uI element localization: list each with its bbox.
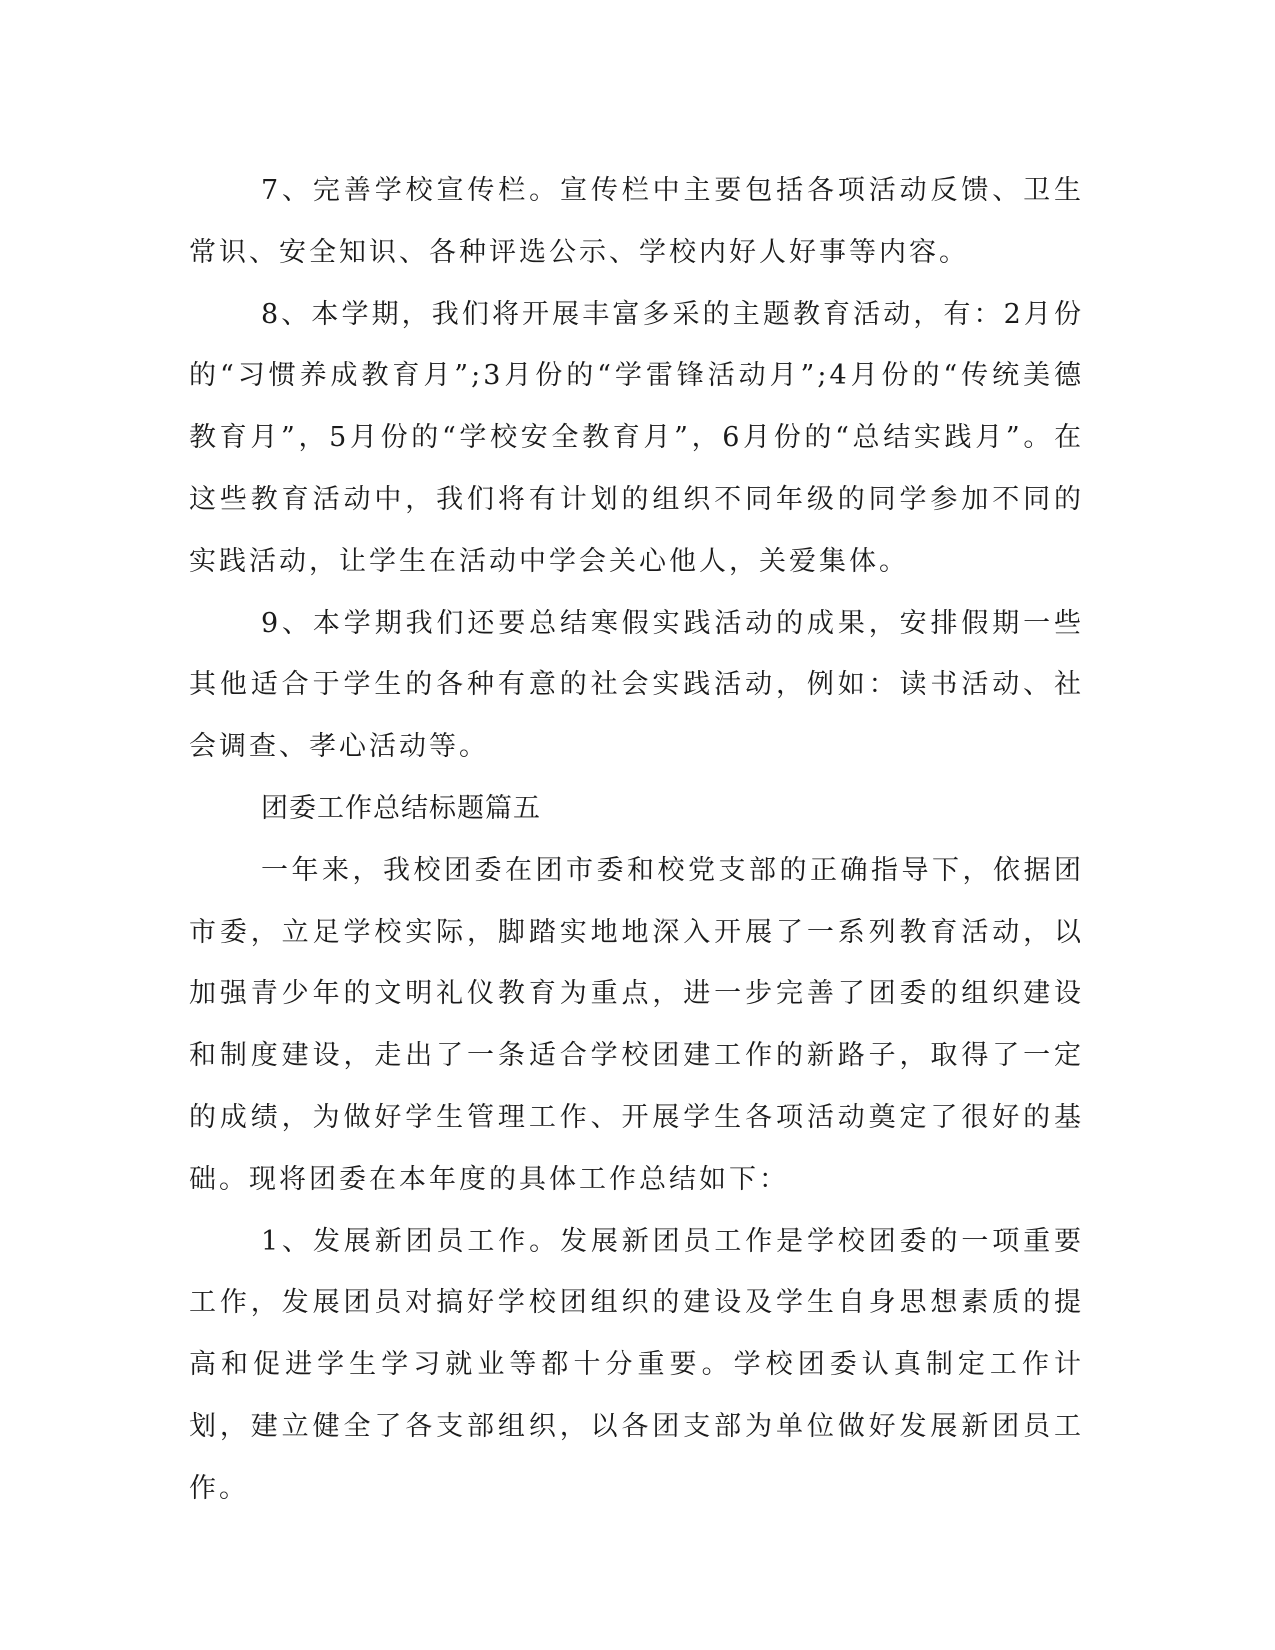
section-item-1-paragraph: 1、发展新团员工作。发展新团员工作是学校团委的一项重要工作，发展团员对搞好学校团组织的建设及学生自身思想素质的提高和促进学生学习就业等都十分重要。学校团委认真制定工作计划，建立健全了各支部组织，以各团支部为单位做好发展新团员工作。 xyxy=(189,1225,1084,1504)
paragraph-item-9: 9、本学期我们还要总结寒假实践活动的成果，安排假期一些其他适合于学生的各种有意的社会实践活动，例如：读书活动、社会调查、孝心活动等。 xyxy=(189,607,1084,763)
paragraph-item-8: 8、本学期，我们将开展丰富多采的主题教育活动，有：2月份的“习惯养成教育月”;3月份的“学雷锋活动月”;4月份的“传统美德教育月”，5月份的“学校安全教育月”，6月份的“总结实践月”。在这些教育活动中，我们将有计划的组织不同年级的同学参加不同的实践活动，让学生在活动中学会关心他人，关爱集体。 xyxy=(189,298,1084,577)
paragraph-item-7: 7、完善学校宣传栏。宣传栏中主要包括各项活动反馈、卫生常识、安全知识、各种评选公示、学校内好人好事等内容。 xyxy=(189,175,1084,268)
section-heading: 团委工作总结标题篇五 xyxy=(261,792,541,824)
document-page xyxy=(189,160,1084,1520)
section-intro-paragraph: 一年来，我校团委在团市委和校党支部的正确指导下，依据团市委，立足学校实际，脚踏实地地深入开展了一系列教育活动，以加强青少年的文明礼仪教育为重点，进一步完善了团委的组织建设和制度建设，走出了一条适合学校团建工作的新路子，取得了一定的成绩，为做好学生管理工作、开展学生各项活动奠定了很好的基础。现将团委在本年度的具体工作总结如下： xyxy=(189,854,1084,1195)
